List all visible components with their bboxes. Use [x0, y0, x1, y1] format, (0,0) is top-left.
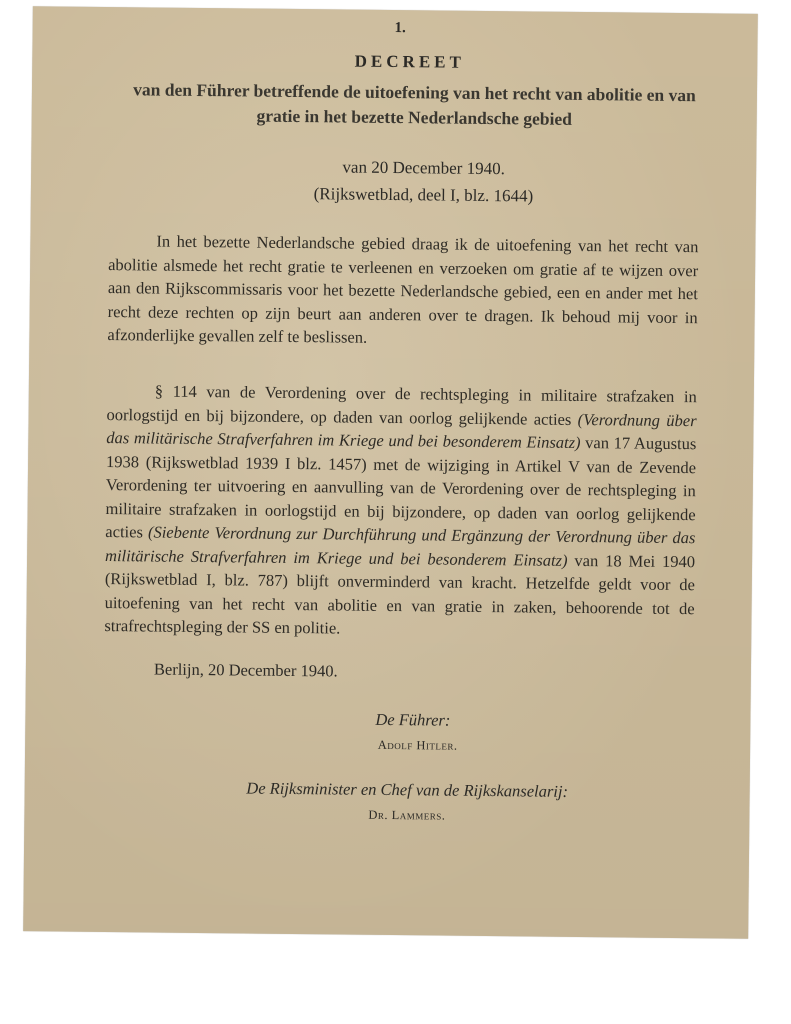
reference-line: (Rijkswetblad, deel I, blz. 1644) — [313, 184, 534, 206]
paragraph-2 — [104, 379, 697, 644]
paragraph-2-text-2: van 17 Augustus 1938 (Rijkswetblad 1939 I blz. 1457) met de wijziging in Artikel V van de Zevende Verordening ter uitvoering en aanvulling van de Verordening over de rechtspleging in militaire strafzaken in oorlogstijd en bij bijzondere, op daden van oorlog gelijkende acties — [105, 432, 697, 542]
paragraph-2-italic-1: (Verordnung über das militärische Strafverfahren im Kriege und bei besonderem Einsatz) — [106, 409, 697, 452]
document-title: DECREET — [354, 51, 465, 72]
signature-1-role: De Führer: — [375, 709, 451, 730]
page-number: 1. — [394, 20, 406, 37]
signature-1-name: Adolf Hitler. — [377, 737, 458, 753]
decree-date: van 20 December 1940. — [342, 157, 505, 179]
signature-2-role: De Rijksminister en Chef van de Rijkskanselarij: — [246, 778, 569, 801]
signature-2-name: Dr. Lammers. — [368, 807, 446, 823]
paragraph-2-italic-2: (Siebente Verordnung zur Durchführung und Ergänzung der Verordnung über das militärische Strafverfahren im Kriege und bei besonderem Einsatz) — [105, 522, 696, 570]
document-page — [23, 6, 758, 939]
paragraph-1: In het bezette Nederlandsche gebied draag ik de uitoefening van het recht van abolitie alsmede het recht gratie te verleenen en verzoeken om gratie af te wijzen over aan den Rijkscommissaris voor het bezette Nederlandsche gebied, een en ander met het recht deze rechten op zijn beurt aan anderen over te dragen. Ik behoud mij voor in afzonderlijke gevallen zelf te beslissen. — [107, 231, 699, 347]
paragraph-2-text-1: § 114 van de Verordening over de rechtspleging in militaire strafzaken in oorlogstijd en bij bijzondere, op daden van oorlog gelijkende acties — [106, 381, 697, 429]
paragraph-2-text-3: van 18 Mei 1940 (Rijkswetblad I, blz. 787) blijft onverminderd van kracht. Hetzelfde geldt voor de uitoefening van het recht van abolitie en van gratie in zaken, behoorende tot de strafrechtspleging der SS en politie. — [104, 550, 696, 638]
place-date: Berlijn, 20 December 1940. — [153, 659, 338, 681]
document-subtitle: van den Führer betreffende de uitoefening van het recht van abolitie en van gratie in het bezette Nederlandsche gebied — [133, 79, 696, 129]
